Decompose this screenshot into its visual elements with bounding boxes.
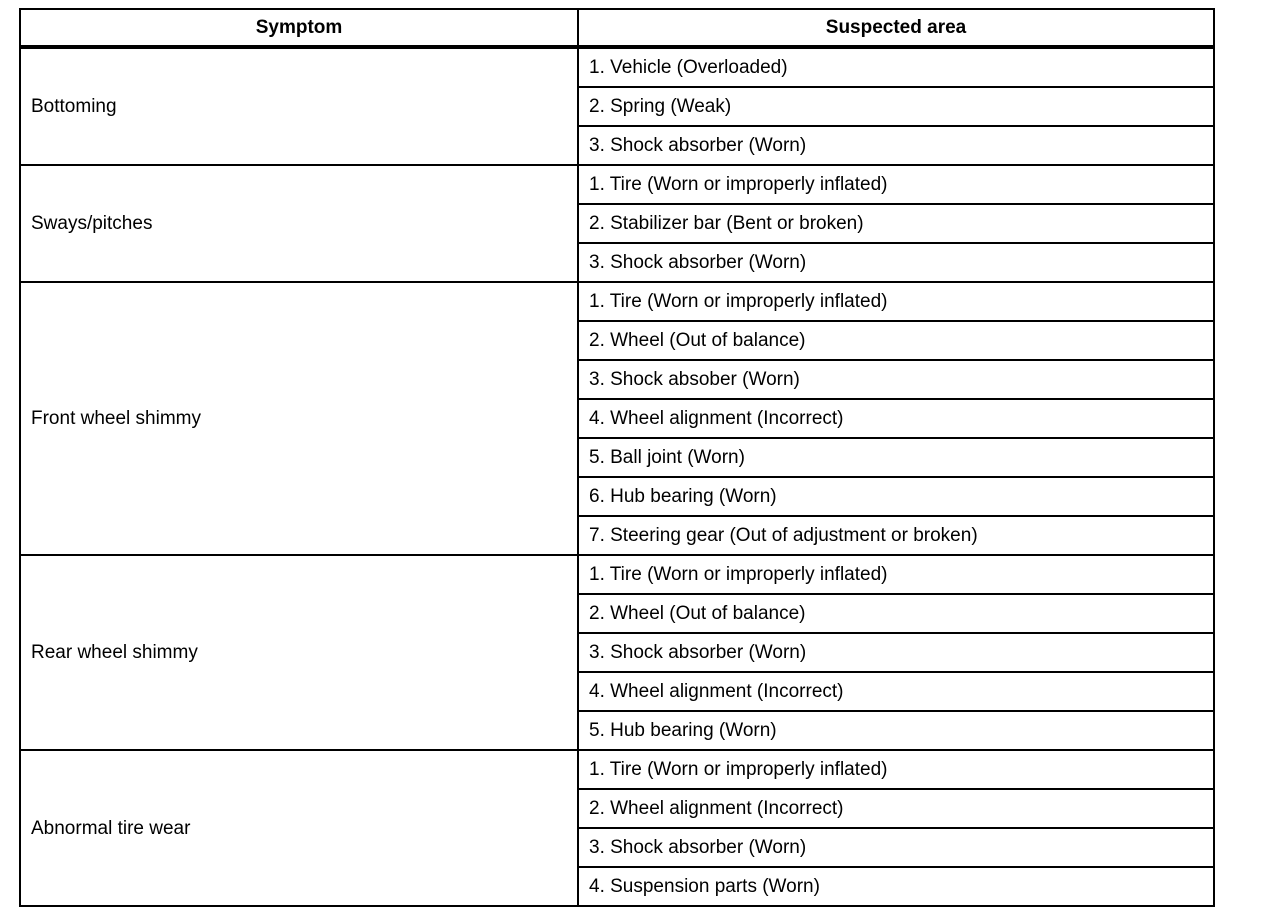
- suspected-area-cell: 3. Shock absorber (Worn): [578, 633, 1214, 672]
- suspected-area-cell: 3. Shock absorber (Worn): [578, 126, 1214, 165]
- suspected-area-cell: 3. Shock absorber (Worn): [578, 828, 1214, 867]
- suspected-area-cell: 1. Tire (Worn or improperly inflated): [578, 165, 1214, 204]
- table-row: [20, 165, 1214, 204]
- suspected-area-cell: 4. Wheel alignment (Incorrect): [578, 399, 1214, 438]
- symptom-cell: Bottoming: [20, 47, 578, 165]
- suspected-area-cell: 6. Hub bearing (Worn): [578, 477, 1214, 516]
- suspected-area-cell: 7. Steering gear (Out of adjustment or broken): [578, 516, 1214, 555]
- suspected-area-cell: 5. Ball joint (Worn): [578, 438, 1214, 477]
- suspected-area-cell: 1. Tire (Worn or improperly inflated): [578, 555, 1214, 594]
- suspected-area-cell: 1. Tire (Worn or improperly inflated): [578, 282, 1214, 321]
- suspected-area-cell: 2. Wheel (Out of balance): [578, 321, 1214, 360]
- symptom-cell: Abnormal tire wear: [20, 750, 578, 906]
- suspected-area-header: Suspected area: [578, 9, 1214, 47]
- suspected-area-cell: 2. Stabilizer bar (Bent or broken): [578, 204, 1214, 243]
- symptom-cell: Rear wheel shimmy: [20, 555, 578, 750]
- suspected-area-cell: 2. Spring (Weak): [578, 87, 1214, 126]
- symptom-header: Symptom: [20, 9, 578, 47]
- table-body: [20, 47, 1214, 906]
- suspected-area-cell: 1. Vehicle (Overloaded): [578, 47, 1214, 87]
- suspected-area-cell: 5. Hub bearing (Worn): [578, 711, 1214, 750]
- symptom-cell: Front wheel shimmy: [20, 282, 578, 555]
- table-row: [20, 750, 1214, 789]
- table-row: [20, 555, 1214, 594]
- suspected-area-cell: 1. Tire (Worn or improperly inflated): [578, 750, 1214, 789]
- suspected-area-cell: 2. Wheel (Out of balance): [578, 594, 1214, 633]
- table-row: [20, 47, 1214, 87]
- suspected-area-cell: 4. Suspension parts (Worn): [578, 867, 1214, 906]
- diagnosis-table: [19, 8, 1215, 907]
- suspected-area-cell: 3. Shock absober (Worn): [578, 360, 1214, 399]
- header-row: [20, 9, 1214, 47]
- suspected-area-cell: 3. Shock absorber (Worn): [578, 243, 1214, 282]
- suspected-area-cell: 2. Wheel alignment (Incorrect): [578, 789, 1214, 828]
- table-row: [20, 282, 1214, 321]
- symptom-cell: Sways/pitches: [20, 165, 578, 282]
- suspected-area-cell: 4. Wheel alignment (Incorrect): [578, 672, 1214, 711]
